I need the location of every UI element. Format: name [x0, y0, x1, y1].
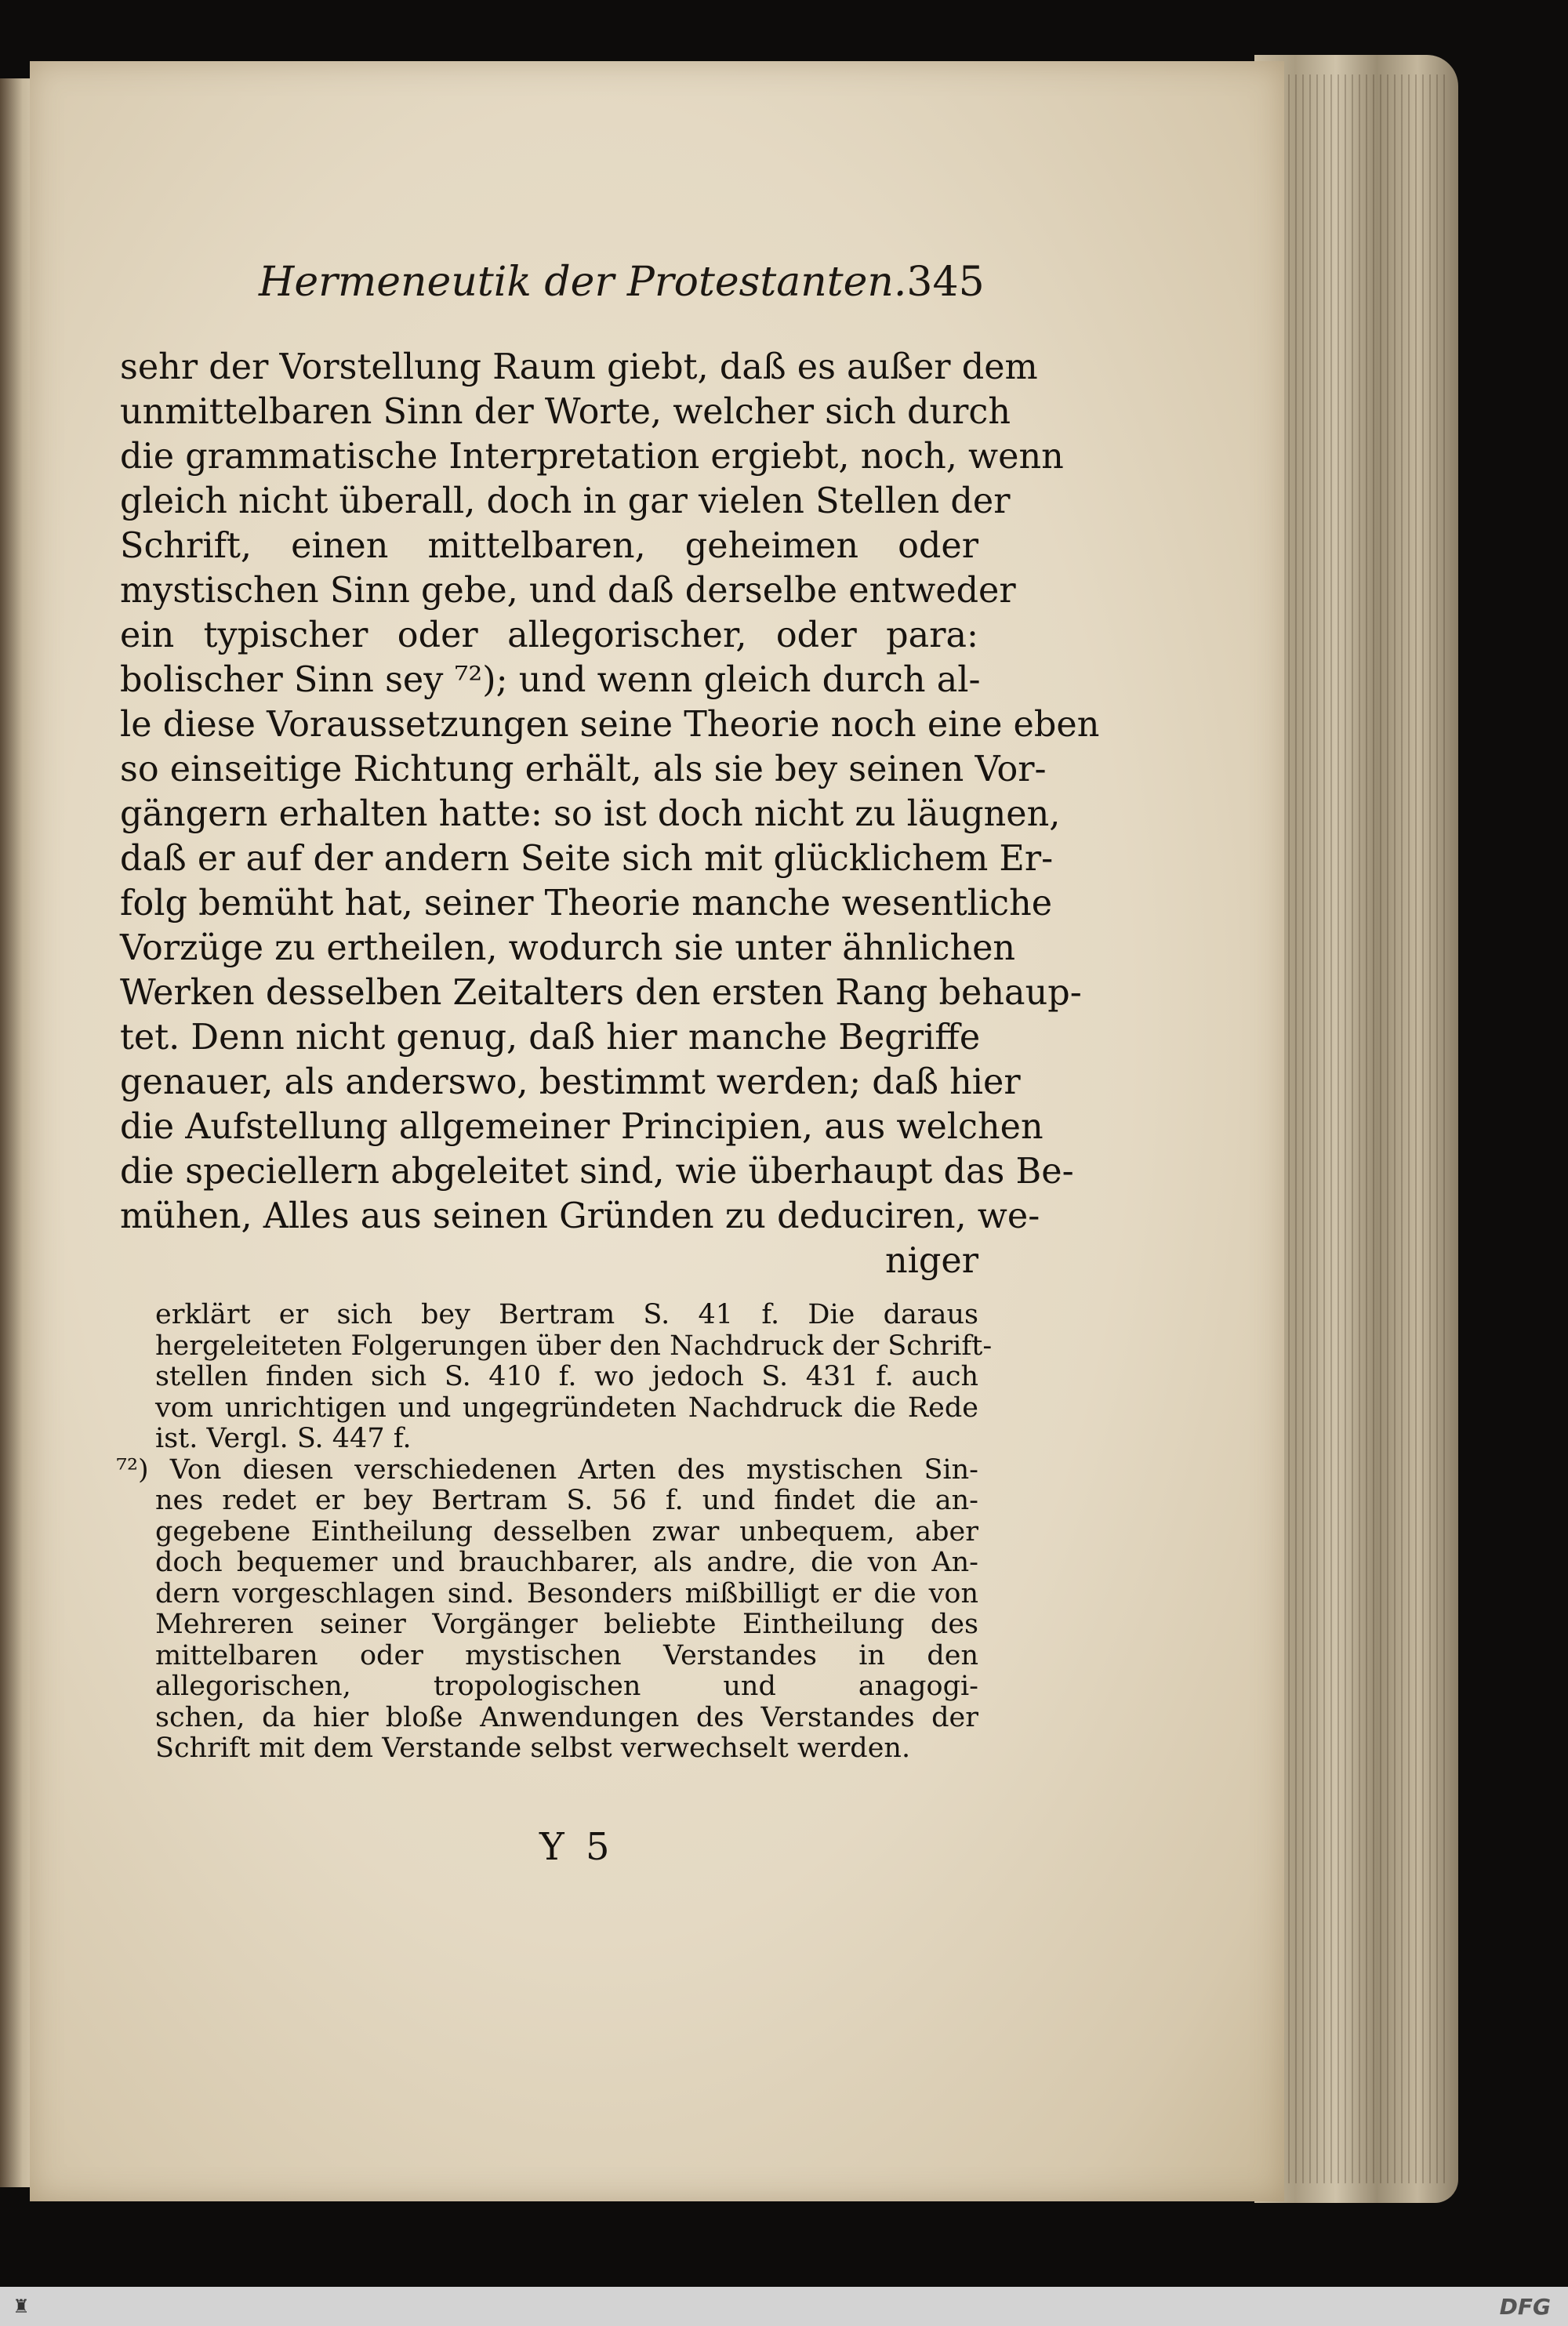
library-logo-icon: ♜: [13, 2295, 30, 2317]
footnote-line: doch bequemer und brauchbarer, als andre, die von An-: [155, 1547, 978, 1578]
main-text: [120, 345, 1100, 1283]
text-line: Werken desselben Zeitalters den ersten Rang behaup-: [120, 973, 1082, 1013]
text-line: bolischer Sinn sey ⁷²); und wenn gleich durch al-: [120, 660, 981, 700]
footnotes: [116, 1299, 993, 1765]
text-line: genauer, als anderswo, bestimmt werden; daß hier: [120, 1062, 1021, 1102]
text-line: daß er auf der andern Seite sich mit glücklichem Er-: [120, 839, 1054, 879]
footnote-line: mittelbaren oder mystischen Verstandes in den: [155, 1639, 978, 1671]
text-line: die Aufstellung allgemeiner Principien, aus welchen: [120, 1107, 1044, 1147]
footnote-line: gegebene Eintheilung desselben zwar unbequem, aber: [155, 1515, 978, 1548]
running-header: [259, 259, 985, 306]
text-line: mystischen Sinn gebe, und daß derselbe entweder: [120, 571, 1016, 611]
text-line: unmittelbaren Sinn der Worte, welcher sich durch: [120, 392, 1011, 432]
text-line: ein typischer oder allegorischer, oder para:: [120, 615, 978, 655]
page-fore-edge-lines: [1274, 74, 1446, 2183]
signature-mark: Y 5: [539, 1825, 615, 1869]
text-line: die grammatische Interpretation ergiebt, noch, wenn: [120, 437, 1064, 477]
text-line: Vorzüge zu ertheilen, wodurch sie unter ähnlichen: [120, 928, 1016, 968]
footnote-line: hergeleiteten Folgerungen über den Nachdruck der Schrift-: [155, 1330, 993, 1362]
running-title: Hermeneutik der Protestanten.: [259, 259, 907, 306]
footnote-line: dern vorgeschlagen sind. Besonders mißbilligt er die von: [155, 1577, 978, 1609]
text-line: tet. Denn nicht genug, daß hier manche Begriffe: [120, 1018, 981, 1058]
footnote-line: allegorischen, tropologischen und anagogi-: [155, 1671, 978, 1702]
footnote-line: stellen finden sich S. 410 f. wo jedoch S. 431 f. auch: [155, 1361, 978, 1392]
text-line: folg bemüht hat, seiner Theorie manche wesentliche: [120, 884, 1053, 924]
footnote-line: schen, da hier bloße Anwendungen des Verstandes der: [155, 1701, 978, 1733]
footnote-line: erklärt er sich bey Bertram S. 41 f. Die daraus: [155, 1299, 978, 1330]
footnote-line: vom unrichtigen und ungegründeten Nachdruck die Rede: [155, 1392, 978, 1424]
text-line: Schrift, einen mittelbaren, geheimen oder: [120, 526, 978, 566]
footnote-line: ⁷²) Von diesen verschiedenen Arten des mystischen Sin-: [116, 1453, 978, 1486]
text-line: die speciellern abgeleitet sind, wie überhaupt das Be-: [120, 1152, 1074, 1192]
text-line: gängern erhalten hatte: so ist doch nicht zu läugnen,: [120, 794, 1061, 834]
text-line: gleich nicht überall, doch in gar vielen Stellen der: [120, 481, 1011, 521]
page-number: 345: [906, 259, 985, 306]
footnote-line: ist. Vergl. S. 447 f.: [155, 1423, 412, 1454]
text-line: sehr der Vorstellung Raum giebt, daß es außer dem: [120, 347, 1038, 387]
text-line: so einseitige Richtung erhält, als sie bey seinen Vor-: [120, 749, 1047, 789]
text-line: mühen, Alles aus seinen Gründen zu deduciren, we-: [120, 1196, 1040, 1236]
footnote-line: Schrift mit dem Verstande selbst verwechselt werden.: [155, 1733, 911, 1764]
footnote-line: nes redet er bey Bertram S. 56 f. und findet die an-: [155, 1485, 978, 1516]
footnote-line: Mehreren seiner Vorgänger beliebte Eintheilung des: [155, 1609, 978, 1640]
text-line: le diese Voraussetzungen seine Theorie noch eine eben: [120, 705, 1100, 745]
dfg-logo: DFG: [1499, 2294, 1551, 2320]
catchword: niger: [885, 1241, 978, 1281]
viewer-footer-bar: [0, 2287, 1568, 2326]
